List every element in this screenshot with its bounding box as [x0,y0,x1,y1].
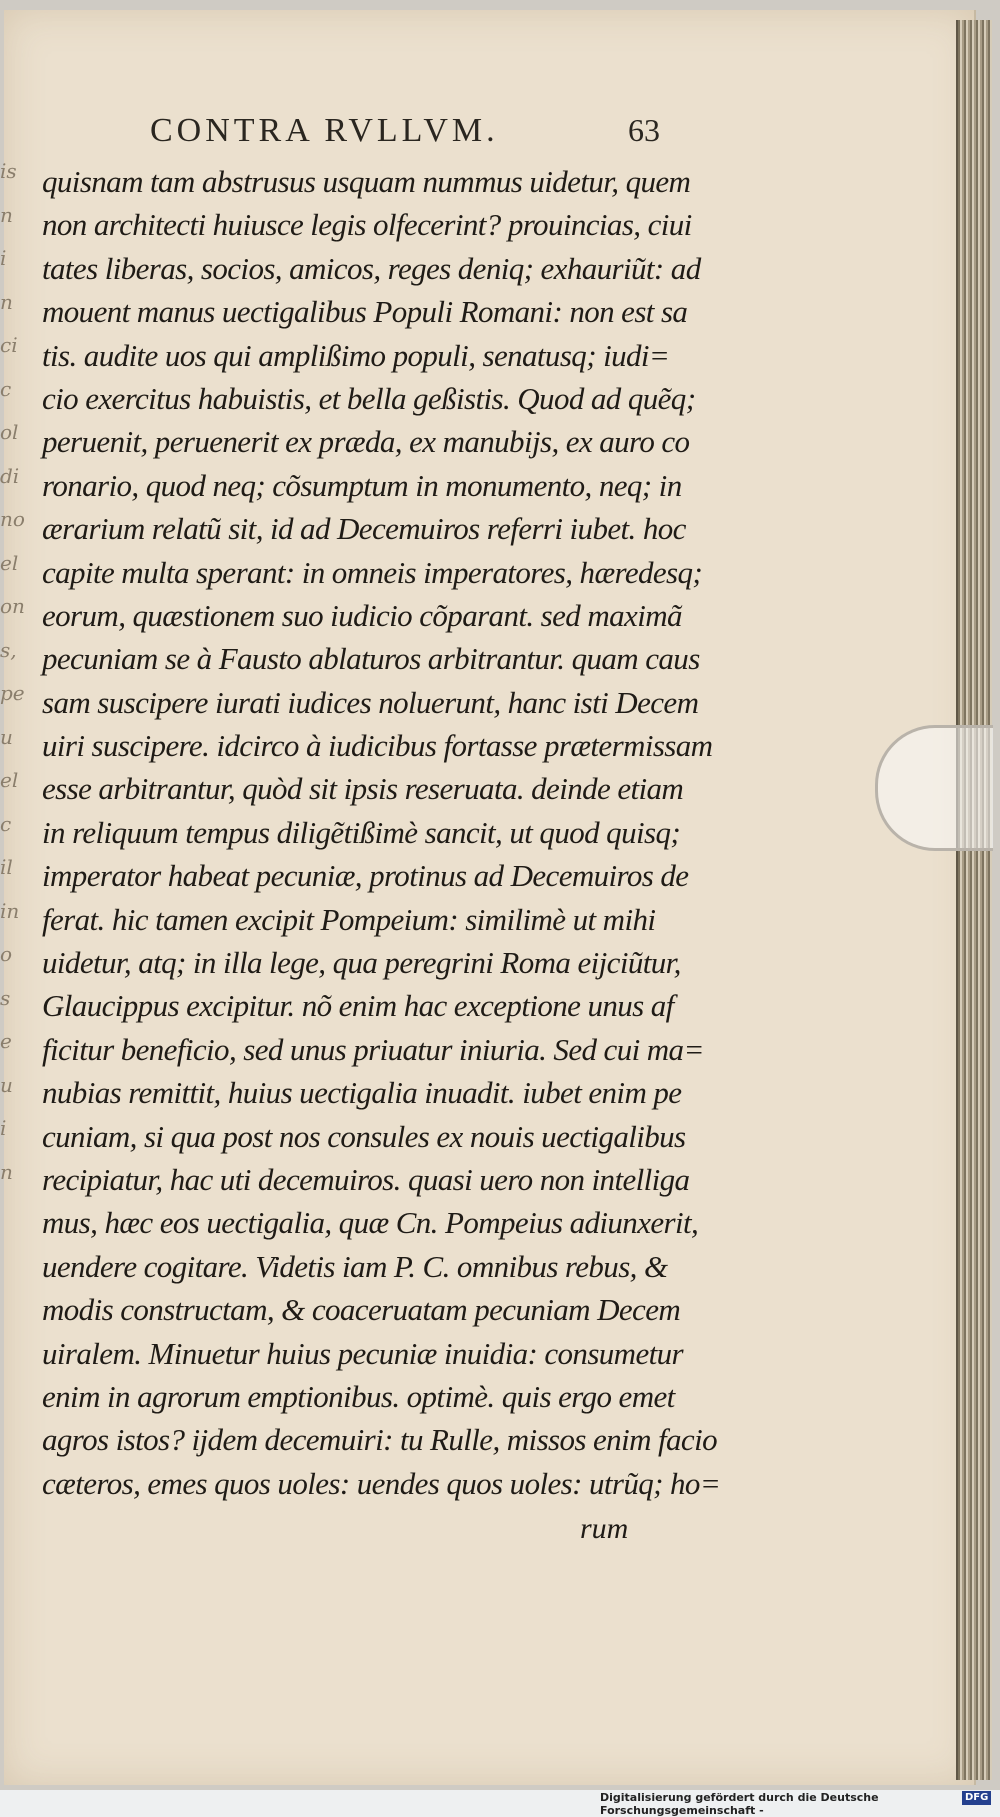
text-line: cuniam, si qua post nos consules ex nouis uectigalibus [42,1118,686,1154]
text-line: peruenit, peruenerit ex præda, ex manubijs, ex auro co [42,424,690,460]
margin-bleed-fragment: c [0,811,12,836]
margin-bleed-fragment: s, [0,637,17,662]
text-line: uiri suscipere. idcirco à iudicibus fortasse prætermissam [42,728,713,764]
text-line: ficitur beneficio, sed unus priuatur iniuria. Sed cui ma= [42,1031,704,1067]
margin-bleed-fragment: is [0,159,17,183]
margin-bleed-fragment: n [0,1159,13,1184]
page-number: 63 [628,112,660,148]
margin-bleed-fragment: in [0,898,20,923]
margin-bleed-fragment: di [0,463,20,488]
text-line: pecuniam se à Fausto ablaturos arbitrantur. quam caus [42,641,700,677]
text-line: tis. audite uos qui amplißimo populi, senatusq; iudi= [42,337,670,373]
text-line: imperator habeat pecuniæ, protinus ad Decemuiros de [42,858,689,894]
margin-bleed-fragment: ci [0,333,18,357]
margin-bleed-fragment: e [0,1029,12,1053]
margin-bleed-fragment: i [0,246,7,270]
margin-bleed-fragment: i [0,1116,7,1140]
left-margin-bleed [0,150,24,1350]
text-line: eorum, quæstionem suo iudicio cõparant. sed maximã [42,597,682,633]
text-line: capite multa sperant: in omneis imperatores, hæredesq; [42,554,703,590]
body-text [42,160,732,1505]
margin-bleed-fragment: o [0,942,13,966]
text-line: nubias remittit, huius uectigalia inuadit. iubet enim pe [42,1075,682,1111]
text-line: uiralem. Minuetur huius pecuniæ inuidia: consumetur [42,1335,684,1371]
margin-bleed-fragment: no [0,507,25,531]
text-line: agros istos? ijdem decemuiri: tu Rulle, missos enim facio [42,1422,718,1458]
text-line: cæteros, emes quos uoles: uendes quos uoles: utrũq; ho= [42,1465,721,1501]
margin-bleed-fragment: il [0,855,13,879]
margin-bleed-fragment: n [0,202,13,227]
page-header [150,112,710,162]
page-block-edge [956,20,992,1780]
margin-bleed-fragment: on [0,594,25,618]
catchword: rum [580,1512,629,1545]
text-line: tates liberas, socios, amicos, reges deniq; exhauriũt: ad [42,250,701,286]
text-line: enim in agrorum emptionibus. optimè. quis ergo emet [42,1378,675,1414]
text-line: mus, hæc eos uectigalia, quæ Cn. Pompeius adiunxerit, [42,1205,699,1241]
margin-bleed-fragment: el [0,550,19,575]
margin-bleed-fragment: c [0,376,12,401]
text-line: Glaucippus excipitur. nõ enim hac exceptione unus af [42,988,674,1024]
text-line: quisnam tam abstrusus usquam nummus uidetur, quem [42,164,691,199]
margin-bleed-fragment: s [0,985,11,1010]
text-line: modis constructam, & coaceruatam pecuniam Decem [42,1292,681,1328]
text-line: ronario, quod neq; cõsumptum in monumento, neq; in [42,467,682,503]
running-head: CONTRA RVLLVM. [150,112,499,149]
margin-bleed-fragment: n [0,289,13,314]
margin-bleed-fragment: u [0,1072,13,1097]
margin-bleed-fragment: pe [0,681,25,705]
text-line: non architecti huiusce legis olfecerint? prouincias, ciui [42,207,692,243]
margin-bleed-fragment: el [0,768,19,792]
margin-bleed-fragment: ol [0,420,19,444]
dfg-logo: DFG [962,1791,991,1805]
text-line: cio exercitus habuistis, et bella geßistis. Quod ad quẽq; [42,380,696,416]
page-clip [875,725,993,851]
text-line: sam suscipere iurati iudices noluerunt, hanc isti Decem [42,684,699,720]
text-line: mouent manus uectigalibus Populi Romani: non est sa [42,294,688,330]
text-line: uidetur, atq; in illa lege, qua peregrini Roma eijciũtur, [42,945,681,981]
text-line: in reliquum tempus diligẽtißimè sancit, ut quod quisq; [42,814,681,850]
text-line: uendere cogitare. Videtis iam P. C. omnibus rebus, & [42,1248,668,1284]
text-line: esse arbitrantur, quòd sit ipsis reseruata. deinde etiam [42,771,684,807]
text-line: ærarium relatũ sit, id ad Decemuiros referri iubet. hoc [42,511,686,547]
digitization-credit: Digitalisierung gefördert durch die Deutsche Forschungsgemeinschaft - [600,1791,879,1817]
margin-bleed-fragment: u [0,724,13,749]
text-line: ferat. hic tamen excipit Pompeium: similimè ut mihi [42,901,656,937]
text-line: recipiatur, hac uti decemuiros. quasi uero non intelliga [42,1161,690,1197]
